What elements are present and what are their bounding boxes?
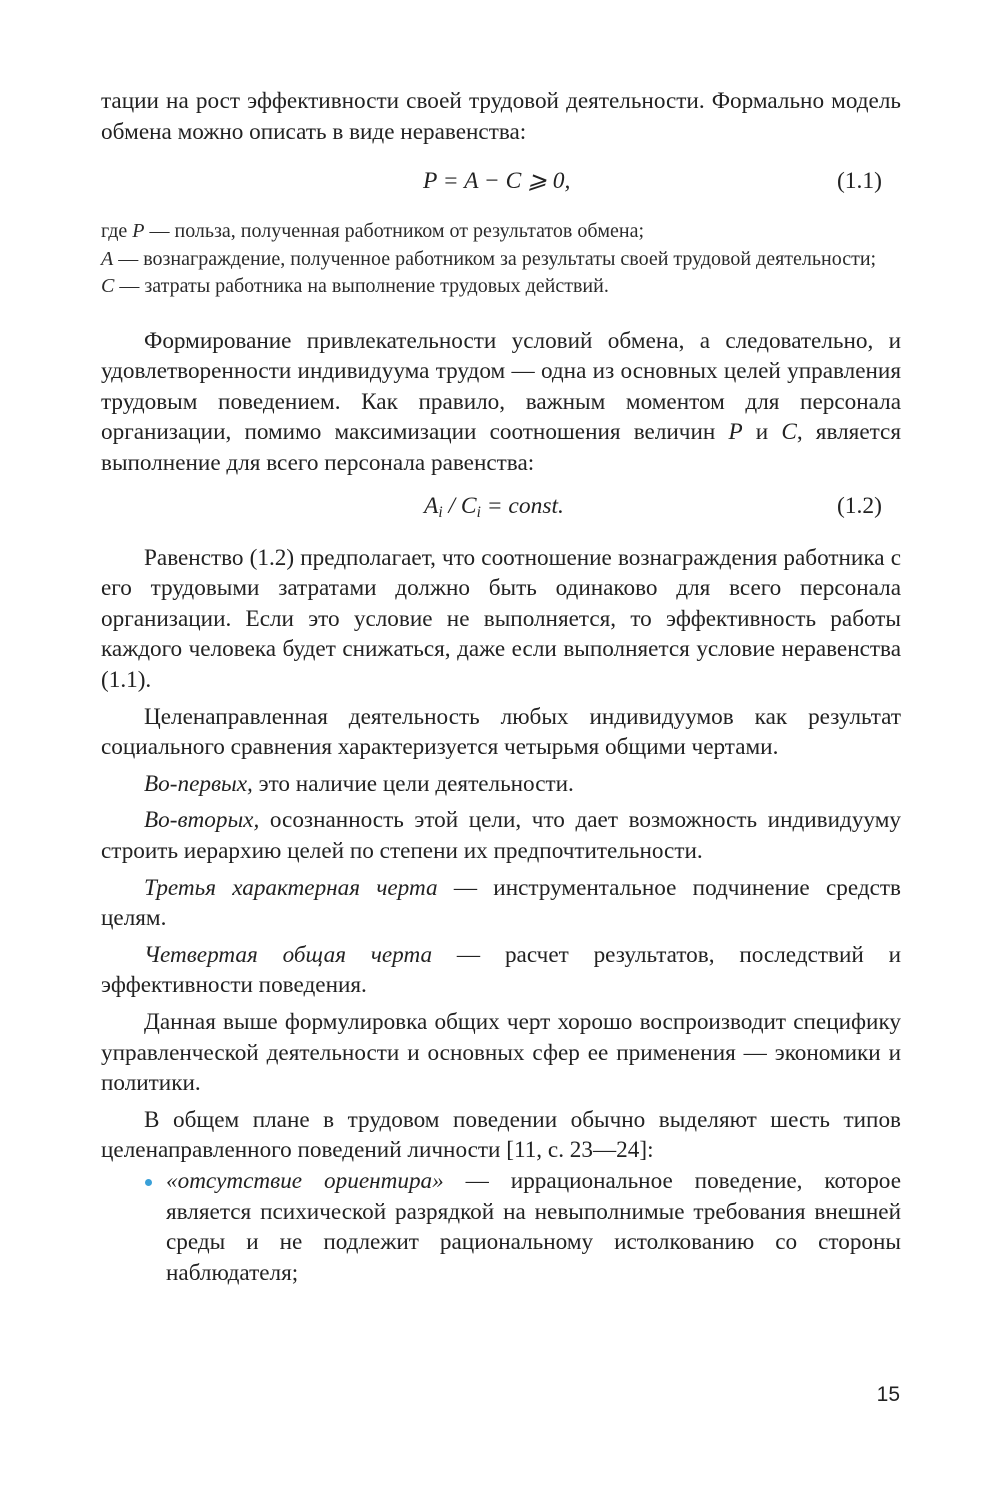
- emphasis: Четвертая общая черта: [144, 941, 433, 968]
- definition-text: — вознаграждение, полученное работником за результаты своей трудовой деятельности;: [113, 247, 877, 270]
- paragraph-text: и: [742, 419, 782, 446]
- paragraph-third-feature: [101, 873, 901, 934]
- behavior-types-list: [101, 1166, 901, 1288]
- formula-var-c: C: [460, 492, 477, 519]
- paragraph-text: Формирование привлекательности условий обмена, а следовательно, и удовлетворенности индивидуума трудом — одна из основных целей управления трудовым поведением. Как правило, важным моментом для персонала организации, помимо максимизации соотношения величин: [101, 327, 901, 446]
- definition-p: [101, 218, 901, 246]
- paragraph-equality: Равенство (1.2) предполагает, что соотношение вознаграждения работника с его трудовыми затратами должно быть одинаково для всего персонала организации. Если это условие не выполняется, то эффективность работы каждого человека будет снижаться, даже если выполняется условие неравенства (1.1).: [101, 544, 901, 694]
- definition-text: — затраты работника на выполнение трудовых действий.: [114, 275, 609, 298]
- paragraph-fourth-feature: [101, 940, 901, 1001]
- paragraph-text: — инструментальное подчинение средств целям.: [101, 874, 901, 932]
- emphasis: «отсутствие ориентира»: [166, 1167, 444, 1194]
- paragraph-six-types: В общем плане в трудовом поведении обычно выделяют шесть типов целенаправленного поведений личности [11, с. 23—24]:: [101, 1106, 901, 1164]
- paragraph-exchange-attractiveness: [101, 326, 901, 479]
- page-body: [101, 86, 901, 1288]
- emphasis: Во-вторых,: [144, 807, 260, 834]
- list-item: [101, 1166, 901, 1288]
- formula-1-1-expression: P = A − C ⩾ 0,: [423, 168, 571, 195]
- definition-c: [101, 273, 901, 301]
- definition-text: — польза, полученная работником от результатов обмена;: [144, 220, 645, 243]
- variable-p: P: [728, 419, 743, 446]
- definition-var: C: [101, 275, 115, 298]
- paragraph-text: — расчет результатов, последствий и эффективности поведения.: [101, 941, 902, 999]
- paragraph-text: осознанность этой цели, что дает возможность индивидууму строить иерархию целей по степени их предпочтительности.: [101, 807, 901, 864]
- page-number: 15: [876, 1383, 900, 1406]
- formula-sub: i: [438, 503, 443, 521]
- variable-c: C: [781, 419, 797, 446]
- definition-prefix: где: [101, 220, 133, 243]
- emphasis: Третья характерная черта: [144, 874, 438, 901]
- formula-1-2-expression: [424, 491, 564, 528]
- paragraph-text: это наличие цели деятельности.: [252, 770, 574, 797]
- paragraph-formulation: Данная выше формулировка общих черт хорошо воспроизводит специфику управленческой деятельности и основных сфер ее применения — экономики и политики.: [101, 1008, 901, 1097]
- definition-var: A: [101, 247, 114, 270]
- formula-slash: /: [442, 492, 461, 519]
- paragraph-second-feature: [101, 805, 901, 866]
- formula-rest: = const.: [480, 492, 564, 519]
- variable-definitions: [101, 218, 901, 301]
- definition-var: P: [132, 220, 145, 243]
- formula-1-2: [101, 491, 901, 521]
- list-item-text: — иррациональное поведение, которое является психической разрядкой на невыполнимые требования внешней среды и не подлежит рациональному истолкованию со стороны наблюдателя;: [166, 1167, 901, 1286]
- definition-a: [101, 246, 901, 274]
- formula-1-2-number: (1.2): [836, 492, 882, 519]
- emphasis: Во-первых,: [144, 770, 253, 797]
- formula-sub: i: [476, 503, 481, 521]
- formula-1-1: [101, 166, 901, 196]
- paragraph-purposeful-activity: Целенаправленная деятельность любых индивидуумов как результат социального сравнения характеризуется четырьмя общими чертами.: [101, 703, 901, 761]
- formula-var-a: A: [424, 492, 439, 519]
- paragraph-text: , является выполнение для всего персонала равенства:: [101, 419, 901, 477]
- intro-paragraph: тации на рост эффективности своей трудовой деятельности. Формально модель обмена можно описать в виде неравенства:: [101, 88, 901, 145]
- paragraph-first-feature: [101, 769, 901, 800]
- bullet-icon: [145, 1179, 152, 1186]
- formula-1-1-number: (1.1): [836, 168, 882, 195]
